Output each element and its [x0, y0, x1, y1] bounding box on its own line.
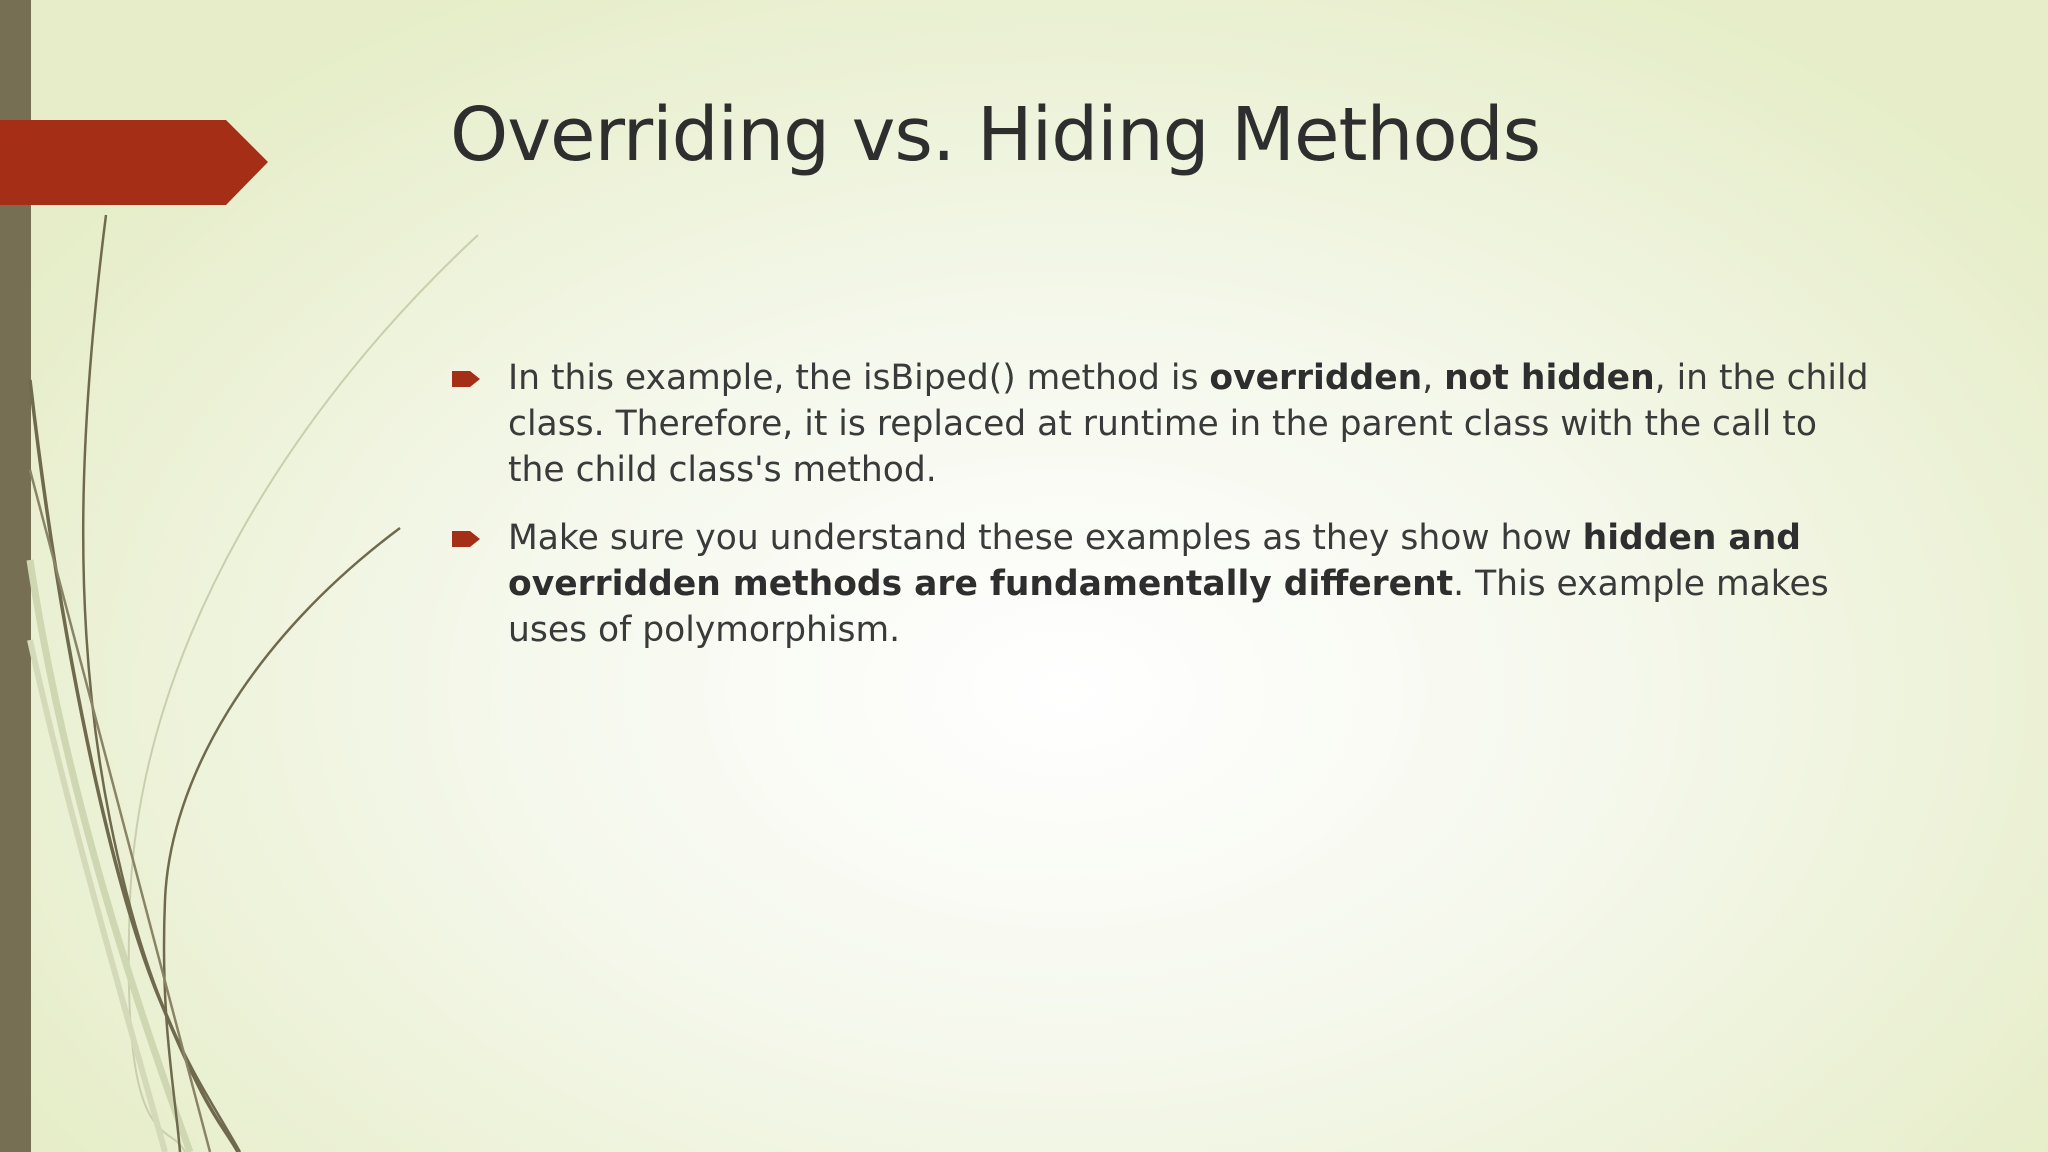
bullet-list [452, 355, 1872, 675]
arrow-bullet-icon [452, 368, 484, 390]
decorative-curves [0, 0, 520, 1152]
slide-title: Overriding vs. Hiding Methods [450, 92, 1541, 178]
bullet-item-2 [452, 515, 1872, 653]
arrow-banner-icon [0, 120, 268, 205]
arrow-bullet-icon [452, 528, 484, 550]
bold-text: not hidden [1444, 358, 1655, 398]
bullet-text: , in the child class. Therefore, it is replaced at runtime in the parent class with the call to the child class's method. [508, 358, 1869, 490]
bullet-text: , [1422, 358, 1445, 398]
bullet-text: Make sure you understand these examples as they show how [508, 518, 1583, 558]
bullet-text: In this example, the isBiped() method is [508, 358, 1210, 398]
bold-text: hidden and overridden methods are fundamentally different [508, 518, 1801, 604]
bold-text: overridden [1209, 358, 1423, 398]
bullet-item-1 [452, 355, 1872, 493]
bullet-text: . This example makes uses of polymorphism. [508, 564, 1829, 650]
